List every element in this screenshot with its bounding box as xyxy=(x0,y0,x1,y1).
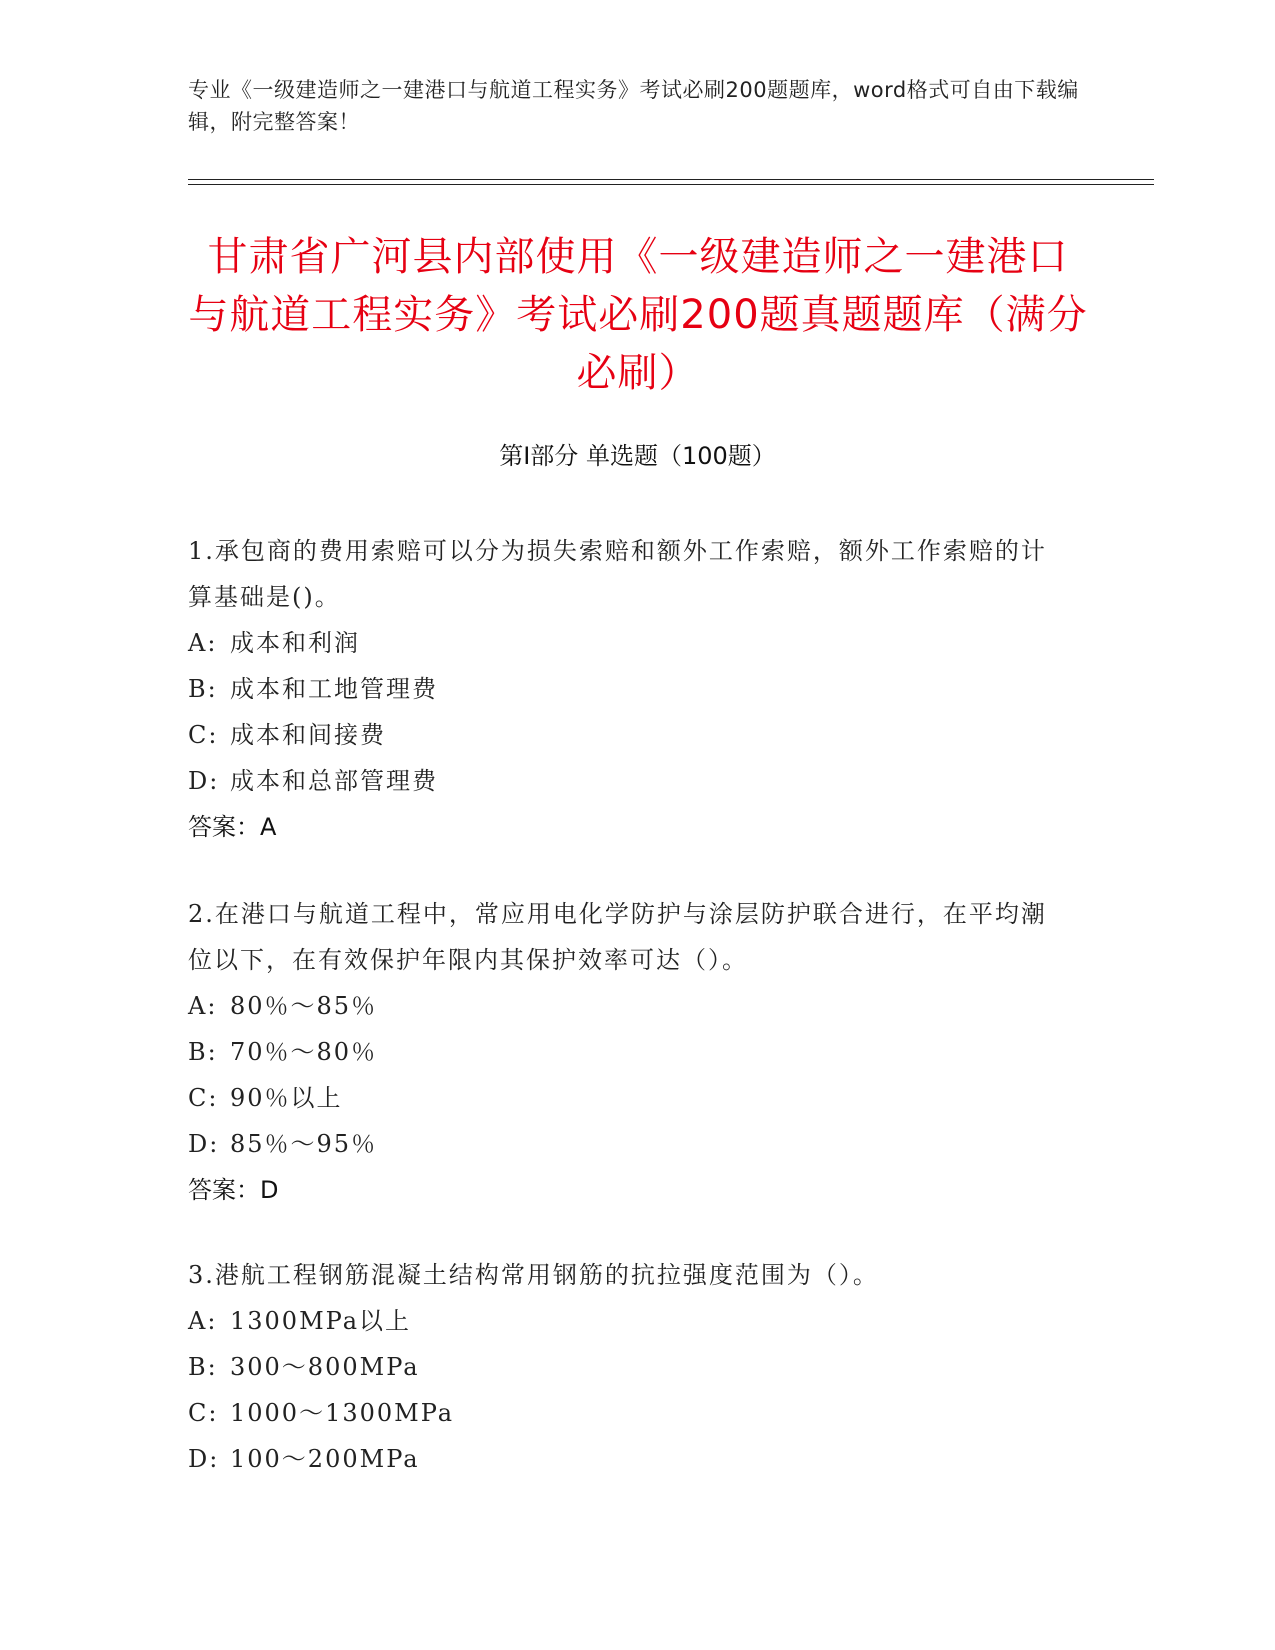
header-divider-bottom xyxy=(188,184,1154,185)
header-divider-top xyxy=(188,179,1154,180)
option-key: D: xyxy=(188,767,220,795)
option-text: 300～800MPa xyxy=(230,1353,420,1381)
option-c xyxy=(188,712,1068,758)
option-c xyxy=(188,1075,1068,1121)
option-key: B: xyxy=(188,675,218,703)
option-a xyxy=(188,983,1068,1029)
answer-line: 答案：D xyxy=(188,1176,279,1204)
option-text: 成本和工地管理费 xyxy=(230,675,438,703)
option-text: 70％～80％ xyxy=(230,1038,378,1066)
header-note: 专业《一级建造师之一建港口与航道工程实务》考试必刷200题题库，word格式可自由下载编辑，附完整答案！ xyxy=(188,78,1079,134)
option-key: B: xyxy=(188,1038,218,1066)
option-text: 1300MPa以上 xyxy=(230,1307,412,1335)
option-a xyxy=(188,620,1068,666)
question-stem: 1.承包商的费用索赔可以分为损失索赔和额外工作索赔，额外工作索赔的计算基础是()。 xyxy=(188,537,1047,611)
question-3 xyxy=(188,1252,1068,1482)
answer-line: 答案：A xyxy=(188,813,277,841)
option-text: 85％～95％ xyxy=(230,1130,378,1158)
option-text: 100～200MPa xyxy=(230,1445,420,1473)
option-d xyxy=(188,758,1068,804)
option-a xyxy=(188,1298,1068,1344)
option-text: 成本和总部管理费 xyxy=(230,767,438,795)
section-heading: 第I部分 单选题（100题） xyxy=(499,442,776,470)
option-b xyxy=(188,1029,1068,1075)
option-text: 90％以上 xyxy=(230,1084,343,1112)
option-key: A: xyxy=(188,1307,218,1335)
option-key: D: xyxy=(188,1130,220,1158)
question-stem: 3.港航工程钢筋混凝土结构常用钢筋的抗拉强度范围为（）。 xyxy=(188,1261,879,1289)
option-b xyxy=(188,666,1068,712)
option-text: 80％～85％ xyxy=(230,992,378,1020)
option-key: A: xyxy=(188,629,218,657)
option-key: A: xyxy=(188,992,218,1020)
option-key: D: xyxy=(188,1445,220,1473)
option-key: C: xyxy=(188,721,219,749)
question-1 xyxy=(188,528,1068,850)
question-stem: 2.在港口与航道工程中，常应用电化学防护与涂层防护联合进行，在平均潮位以下，在有效保护年限内其保护效率可达（）。 xyxy=(188,900,1047,974)
document-title: 甘肃省广河县内部使用《一级建造师之一建港口与航道工程实务》考试必刷200题真题题库（满分必刷） xyxy=(188,234,1088,396)
option-key: C: xyxy=(188,1399,219,1427)
question-2 xyxy=(188,891,1068,1213)
option-d xyxy=(188,1121,1068,1167)
option-text: 成本和间接费 xyxy=(230,721,386,749)
option-c xyxy=(188,1390,1068,1436)
option-d xyxy=(188,1436,1068,1482)
option-b xyxy=(188,1344,1068,1390)
option-key: B: xyxy=(188,1353,218,1381)
option-key: C: xyxy=(188,1084,219,1112)
option-text: 1000～1300MPa xyxy=(230,1399,455,1427)
option-text: 成本和利润 xyxy=(230,629,360,657)
